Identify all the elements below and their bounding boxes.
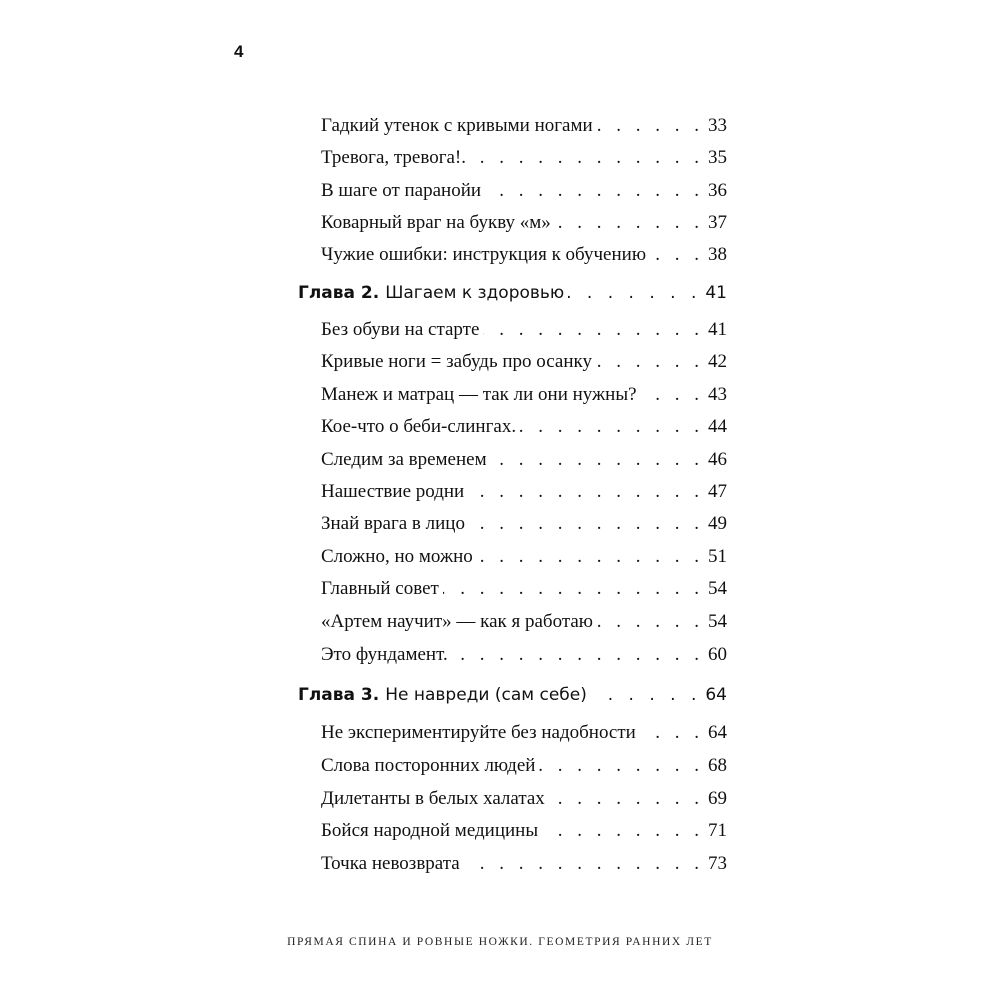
toc-leader-dots xyxy=(597,608,704,636)
toc-section-title: Коварный враг на букву «м» xyxy=(321,212,551,233)
toc-section-entry xyxy=(321,850,727,878)
toc-chapter-entry xyxy=(298,681,727,709)
toc-page-number: 47 xyxy=(708,481,727,502)
toc-section-entry xyxy=(321,510,727,538)
toc-leader-dots xyxy=(650,241,704,269)
toc-page-number: 44 xyxy=(708,416,727,437)
toc-section-title: Кое-что о беби-слингах. xyxy=(321,416,517,437)
toc-page-number: 49 xyxy=(708,513,727,534)
toc-section-title: Без обуви на старте xyxy=(321,319,480,340)
toc-leader-dots xyxy=(483,316,704,344)
toc-page-number: 73 xyxy=(708,853,727,874)
toc-chapter-heading xyxy=(298,681,587,709)
toc-section-entry xyxy=(321,608,727,636)
toc-section-entry xyxy=(321,641,727,669)
toc-leader-dots xyxy=(596,348,704,376)
toc-section-entry xyxy=(321,543,727,571)
toc-page-number: 54 xyxy=(708,578,727,599)
toc-leader-dots xyxy=(597,112,704,140)
toc-section-entry xyxy=(321,381,727,409)
toc-section-title: Точка невозврата xyxy=(321,853,460,874)
toc-section-title: Дилетанты в белых халатах xyxy=(321,788,545,809)
toc-leader-dots xyxy=(443,575,704,603)
toc-section-entry xyxy=(321,575,727,603)
toc-section-entry xyxy=(321,316,727,344)
toc-section-entry xyxy=(321,112,727,140)
toc-section-entry xyxy=(321,413,727,441)
toc-page-number: 38 xyxy=(708,244,727,265)
toc-section-title: Гадкий утенок с кривыми ногами xyxy=(321,115,593,136)
toc-page-number: 42 xyxy=(708,351,727,372)
toc-leader-dots xyxy=(520,413,704,441)
toc-page-number: 41 xyxy=(705,283,727,303)
toc-page-number: 43 xyxy=(708,384,727,405)
toc-chapter-title: Шагаем к здоровью xyxy=(385,283,565,303)
toc-page-number: 64 xyxy=(705,685,727,705)
toc-page-number: 33 xyxy=(708,115,727,136)
toc-section-title: В шаге от паранойи xyxy=(321,180,482,201)
toc-section-title: Тревога, тревога!. xyxy=(321,147,466,168)
toc-section-entry xyxy=(321,177,727,205)
toc-chapter-entry xyxy=(298,279,727,307)
toc-section-title: Нашествие родни xyxy=(321,481,465,502)
toc-leader-dots xyxy=(469,510,704,538)
toc-leader-dots xyxy=(641,381,704,409)
toc-section-title: Слова посторонних людей xyxy=(321,755,536,776)
toc-section-title: Главный совет xyxy=(321,578,439,599)
toc-leader-dots xyxy=(549,785,704,813)
toc-page-number: 69 xyxy=(708,788,727,809)
toc-section-title: Кривые ноги = забудь про осанку xyxy=(321,351,592,372)
toc-leader-dots xyxy=(477,543,704,571)
toc-leader-dots xyxy=(568,279,701,307)
toc-section-entry xyxy=(321,719,727,747)
toc-page-number: 41 xyxy=(708,319,727,340)
toc-chapter-label: Глава 2. xyxy=(298,283,380,303)
toc-section-entry xyxy=(321,241,727,269)
toc-leader-dots xyxy=(491,446,704,474)
toc-section-entry xyxy=(321,446,727,474)
toc-section-title: Это фундамент. xyxy=(321,644,448,665)
toc-leader-dots xyxy=(542,817,704,845)
toc-page-number: 64 xyxy=(708,722,727,743)
toc-page-number: 54 xyxy=(708,611,727,632)
toc-section-title: Манеж и матрац — так ли они нужны? xyxy=(321,384,637,405)
toc-section-title: Бойся народной медицины xyxy=(321,820,539,841)
toc-section-title: «Артем научит» — как я работаю xyxy=(321,611,594,632)
toc-section-entry xyxy=(321,752,727,780)
toc-section-entry xyxy=(321,785,727,813)
toc-leader-dots xyxy=(485,177,704,205)
toc-leader-dots xyxy=(452,641,704,669)
toc-section-entry xyxy=(321,209,727,237)
toc-chapter-label: Глава 3. xyxy=(298,685,380,705)
toc-leader-dots xyxy=(591,681,701,709)
toc-leader-dots xyxy=(539,752,704,780)
toc-page-number: 37 xyxy=(708,212,727,233)
running-footer: ПРЯМАЯ СПИНА И РОВНЫЕ НОЖКИ. ГЕОМЕТРИЯ РАННИХ ЛЕТ xyxy=(287,936,713,948)
toc-section-title: Знай врага в лицо xyxy=(321,513,465,534)
toc-section-entry xyxy=(321,348,727,376)
toc-section-title: Следим за временем xyxy=(321,449,487,470)
toc-section-title: Не экспериментируйте без надобности xyxy=(321,722,636,743)
toc-section-entry xyxy=(321,144,727,172)
toc-page-number: 68 xyxy=(708,755,727,776)
page-number: 4 xyxy=(234,42,244,61)
toc-page-number: 51 xyxy=(708,546,727,567)
toc-leader-dots xyxy=(470,144,704,172)
toc-chapter-title: Не навреди (сам себе) xyxy=(385,685,587,705)
toc-chapter-heading xyxy=(298,279,564,307)
toc-leader-dots xyxy=(555,209,704,237)
toc-section-title: Чужие ошибки: инструкция к обучению xyxy=(321,244,647,265)
toc-section-entry xyxy=(321,817,727,845)
toc-page-number: 46 xyxy=(708,449,727,470)
toc-leader-dots xyxy=(640,719,704,747)
toc-page-number: 60 xyxy=(708,644,727,665)
toc-section-entry xyxy=(321,478,727,506)
toc-section-title: Сложно, но можно xyxy=(321,546,473,567)
toc-leader-dots xyxy=(464,850,704,878)
toc-page-number: 36 xyxy=(708,180,727,201)
toc-page-number: 71 xyxy=(708,820,727,841)
toc-page-number: 35 xyxy=(708,147,727,168)
toc-leader-dots xyxy=(468,478,704,506)
